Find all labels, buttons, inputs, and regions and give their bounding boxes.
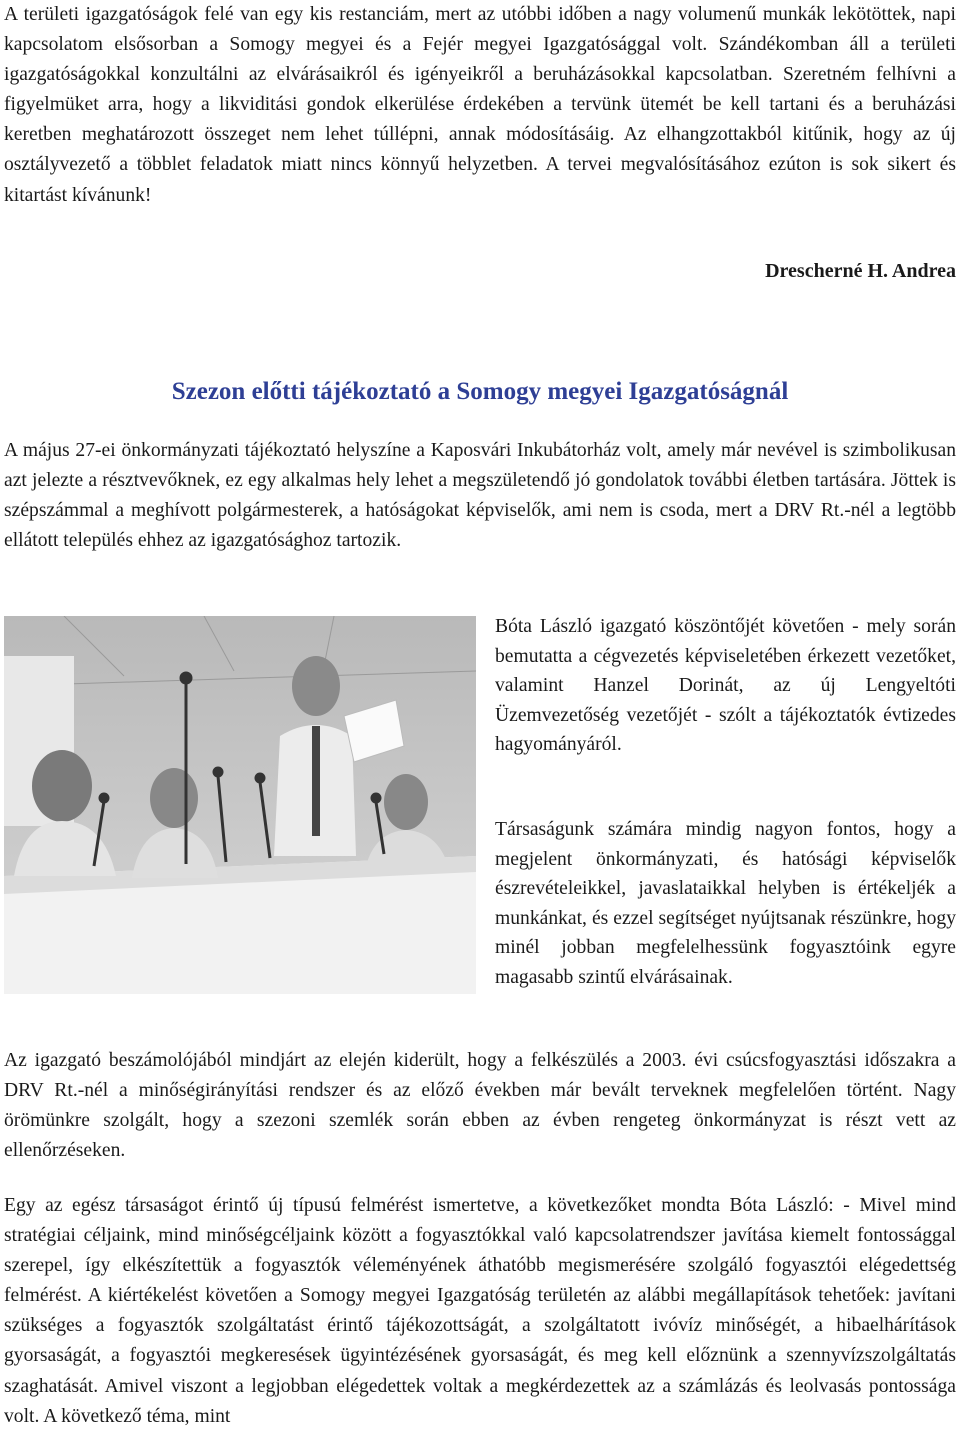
article-paragraph-3: Egy az egész társaságot érintő új típusú felmérést ismertetve, a következőket mondta Bóta László: - Mivel mind stratégiai céljaink, mind minőségcéljaink között a fogyasztókkal való kapcsolatrendszer javítása kiemelt fontossággal szerepel, így elkészítettük a fogyasztók véleményének áthatóbb megismerésére szolgáló fogyasztói elégedettség felmérést. A kiértékelést követően a Somogy megyei Igazgatóság területén az alábbi megállapítások tehetőek: javítani szükséges a fogyasztók szolgáltatást érintő tájékozottságát, a szolgáltatott ivóvíz minőségét, a hibaelhárítások gyorsaságát, a fogyasztói megkeresések ügyintézésének gyorsaságát, és meg kell előznünk a szennyvízszolgáltatás szaghatását. Amivel viszont a legjobban elégedettek voltak a megkérdezettek az a számlázás és leolvasás pontossága volt. A következő téma, mint bbox=[4, 1195, 956, 1427]
side-paragraph-1: Bóta László igazgató köszöntőjét követően - mely során bemutatta a cégvezetés képviseletében érkezett vezetőket, valamint Hanzel Dorinát, az új Lengyeltóti Üzemvezetőség vezetőjét - szólt a tájékoztatók évtizedes hagyományáról. bbox=[495, 616, 956, 756]
side-paragraph-2: Társaságunk számára mindig nagyon fontos, hogy a megjelent önkormányzati, és hatósági képviselők észrevételeikkel, javaslataikkal helyben is értékeljék a munkánkat, és ezzel segítséget nyújtsanak részünkre, hogy minél jobban megfelelhessünk fogyasztóink egyre magasabb szintű elvárásainak. bbox=[495, 819, 956, 988]
article-paragraph-1: A május 27-ei önkormányzati tájékoztató helyszíne a Kaposvári Inkubátorház volt, amely már nevével is szimbolikusan azt jelezte a résztvevőknek, ez egy alkalmas hely lehet a megszületendő jó gondolatok további életben tartására. Jöttek is szépszámmal a meghívott polgármesterek, a hatóságokat képviselők, ami nem is csoda, mert a DRV Rt.-nél a legtöbb ellátott település ehhez az igazgatósághoz tartozik. bbox=[4, 440, 956, 552]
article-paragraph-2: Az igazgató beszámolójából mindjárt az elején kiderült, hogy a felkészülés a 2003. évi csúcsfogyasztási időszakra a DRV Rt.-nél a minőségirányítási rendszer és az előző években már bevált terveknek megfelelően történt. Nagy örömünkre szolgált, hogy a szezoni szemlék során ebben az évben rengeteg önkormányzat is részt vett az ellenőrzéseken. bbox=[4, 1050, 956, 1162]
author-signature: Drescherné H. Andrea bbox=[765, 260, 956, 282]
article-title: Szezon előtti tájékoztató a Somogy megyei Igazgatóságnál bbox=[171, 378, 789, 405]
meeting-photo bbox=[4, 616, 476, 994]
intro-paragraph: A területi igazgatóságok felé van egy kis restanciám, mert az utóbbi időben a nagy volumenű munkák lekötöttek, napi kapcsolatom elsősorban a Somogy megyei és a Fejér megyei Igazgatósággal volt. Szándékomban áll a területi igazgatóságokkal konzultálni az elvárásaikról és igényeikről a beruházásokkal kapcsolatban. Szeretném felhívni a figyelmüket arra, hogy a likviditási gondok elkerülése érdekében a tervünk ütemét be kell tartani és a beruházási keretben meghatározott összeget nem lehet túllépni, annak módosításáig. Az elhangzottakból kitűnik, hogy az új osztályvezető a többlet feladatok miatt nincs könnyű helyzetben. A tervei megvalósításához ezúton is sok sikert és kitartást kívánunk! bbox=[4, 4, 956, 206]
